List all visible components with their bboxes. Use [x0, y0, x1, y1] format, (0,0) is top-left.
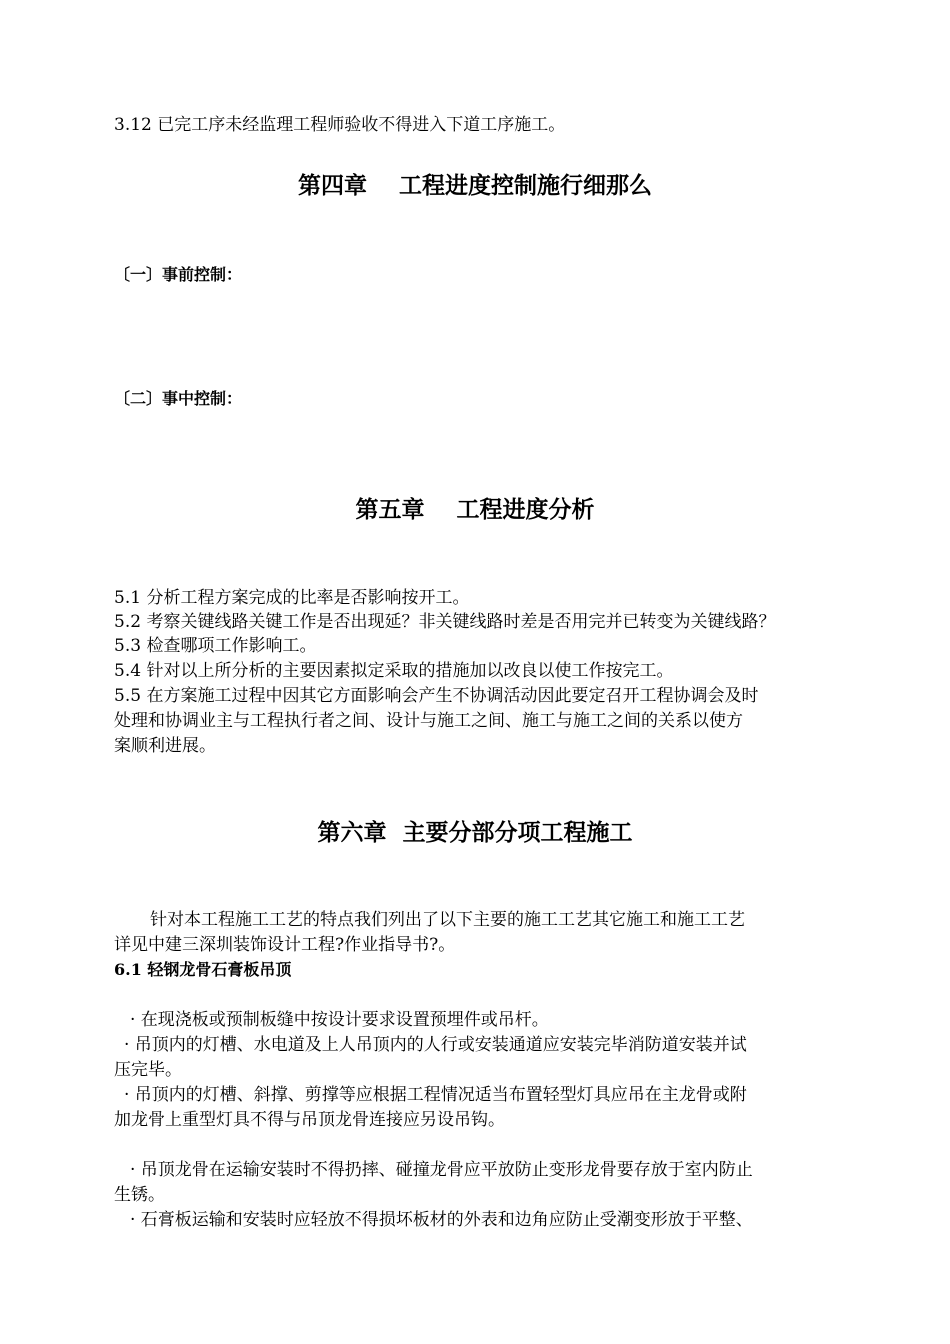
bullet-4-line2: 生锈。: [114, 1185, 165, 1205]
section-mid-control: 〔二〕事中控制：: [114, 389, 243, 408]
intro-line1: 针对本工程施工工艺的特点我们列出了以下主要的施工工艺其它施工和施工工艺: [150, 910, 745, 930]
chapter-5-title: 第五章 工程进度分析: [355, 496, 595, 523]
paragraph-5-3: 5.3 检查哪项工作影响工。: [114, 636, 317, 656]
bullet-3-line1: · 吊顶内的灯槽、斜撑、剪撑等应根据工程情况适当布置轻型灯具应吊在主龙骨或附: [124, 1085, 747, 1105]
paragraph-3-12: 3.12 已完工序未经监理工程师验收不得进入下道工序施工。: [114, 115, 566, 135]
bullet-5-line1: · 石膏板运输和安装时应轻放不得损坏板材的外表和边角应防止受潮变形放于平整、: [130, 1210, 753, 1230]
bullet-4-line1: · 吊顶龙骨在运输安装时不得扔摔、碰撞龙骨应平放防止变形龙骨要存放于室内防止: [130, 1160, 753, 1180]
chapter-4-title: 第四章 工程进度控制施行细那么: [297, 172, 653, 199]
intro-line2: 详见中建三深圳装饰设计工程?作业指导书?。: [114, 935, 456, 955]
section-pre-control: 〔一〕事前控制：: [114, 265, 243, 284]
paragraph-5-4: 5.4 针对以上所分析的主要因素拟定采取的措施加以改良以使工作按完工。: [114, 661, 674, 681]
chapter-6-title: 第六章 主要分部分项工程施工: [317, 819, 633, 846]
bullet-1: · 在现浇板或预制板缝中按设计要求设置预埋件或吊杆。: [130, 1010, 549, 1030]
bullet-2-line2: 压完毕。: [114, 1060, 182, 1080]
paragraph-5-5-line2: 处理和协调业主与工程执行者之间、设计与施工之间、施工与施工之间的关系以使方: [114, 711, 743, 731]
paragraph-5-5-line3: 案顺利进展。: [114, 736, 216, 756]
paragraph-5-1: 5.1 分析工程方案完成的比率是否影响按开工。: [114, 588, 470, 608]
bullet-3-line2: 加龙骨上重型灯具不得与吊顶龙骨连接应另设吊钩。: [114, 1110, 505, 1130]
section-6-1-heading: 6.1 轻钢龙骨石膏板吊顶: [114, 960, 292, 979]
paragraph-5-5-line1: 5.5 在方案施工过程中因其它方面影响会产生不协调活动因此要定召开工程协调会及时: [114, 686, 759, 706]
paragraph-5-2: 5.2 考察关键线路关键工作是否出现延？非关键线路时差是否用完并已转变为关键线路？: [114, 612, 776, 632]
bullet-2-line1: · 吊顶内的灯槽、水电道及上人吊顶内的人行或安装通道应安装完毕消防道安装并试: [124, 1035, 747, 1055]
